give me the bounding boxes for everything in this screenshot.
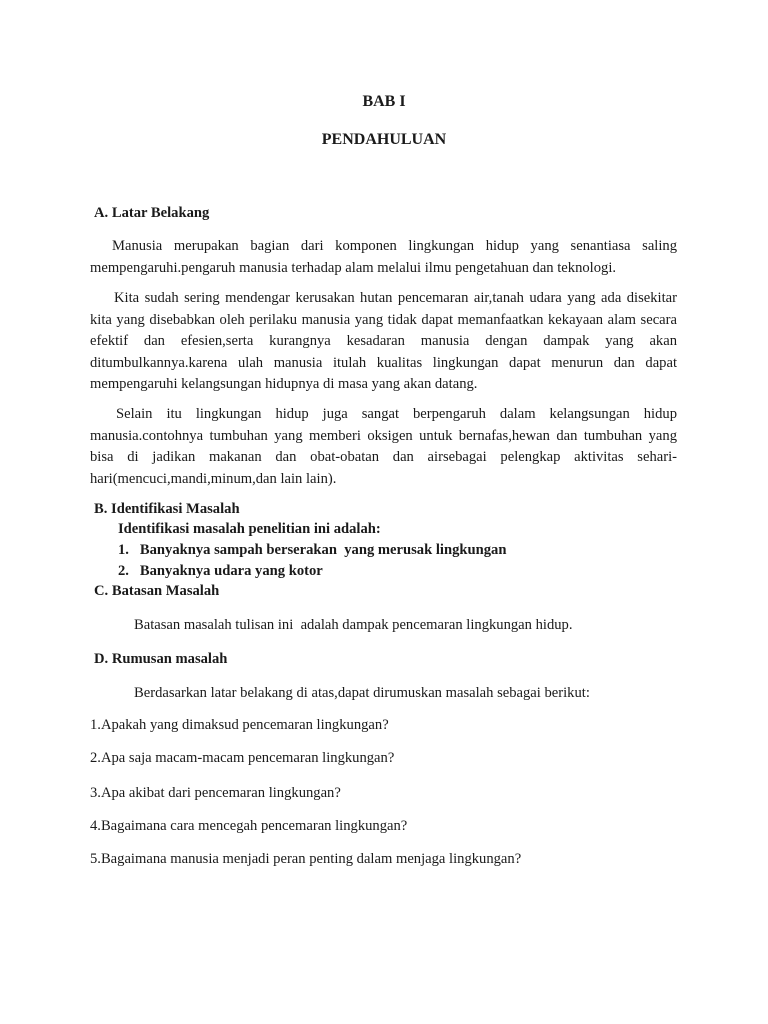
section-a-heading: A. Latar Belakang [94, 205, 210, 221]
paragraph-1: Manusia merupakan bagian dari komponen lingkungan hidup yang senantiasa saling mempengaruhi.pengaruh manusia terhadap alam melalui ilmu pengetahuan dan teknologi. [90, 238, 677, 276]
question-item: 2.Apa saja macam-macam pencemaran lingkungan? [90, 750, 395, 766]
question-item: 5.Bagaimana manusia menjadi peran penting dalam menjaga lingkungan? [90, 851, 522, 867]
paragraph-3: Selain itu lingkungan hidup juga sangat berpengaruh dalam kelangsungan hidup manusia.contohnya tumbuhan yang memberi oksigen untuk bernafas,hewan dan tumbuhan yang bisa di jadikan makanan dan obat-obatan dan airsebagai pelengkap aktivitas sehari-hari(mencuci,mandi,minum,dan lain lain). [90, 406, 677, 487]
paragraph-2: Kita sudah sering mendengar kerusakan hutan pencemaran air,tanah udara yang ada disekitar kita yang disebabkan oleh perilaku manusia yang tidak dapat memanfaatkan kekayaan alam secara efektif dan efesien,serta kurangnya kesadaran manusia dengan dampak yang akan ditumbulkannya.karena ulah manusia itulah kualitas lingkungan dapat menurun dan dapat mempengaruhi kelangsungan hidupnya di masa yang akan datang. [90, 290, 677, 392]
question-item: 3.Apa akibat dari pencemaran lingkungan? [90, 785, 341, 801]
section-d-intro: Berdasarkan latar belakang di atas,dapat dirumuskan masalah sebagai berikut: [134, 685, 590, 701]
section-b-intro: Identifikasi masalah penelitian ini adalah: [118, 521, 381, 537]
section-d-heading: D. Rumusan masalah [94, 651, 228, 667]
section-b-heading: B. Identifikasi Masalah [94, 501, 240, 517]
list-item: 2. Banyaknya udara yang kotor [118, 563, 323, 579]
list-item: 1. Banyaknya sampah berserakan yang merusak lingkungan [118, 542, 507, 558]
section-c-text: Batasan masalah tulisan ini adalah dampak pencemaran lingkungan hidup. [134, 617, 573, 633]
question-item: 4.Bagaimana cara mencegah pencemaran lingkungan? [90, 818, 408, 834]
chapter-title: PENDAHULUAN [321, 131, 447, 148]
section-c-heading: C. Batasan Masalah [94, 583, 220, 599]
chapter-number: BAB I [362, 93, 406, 110]
question-item: 1.Apakah yang dimaksud pencemaran lingkungan? [90, 717, 389, 733]
